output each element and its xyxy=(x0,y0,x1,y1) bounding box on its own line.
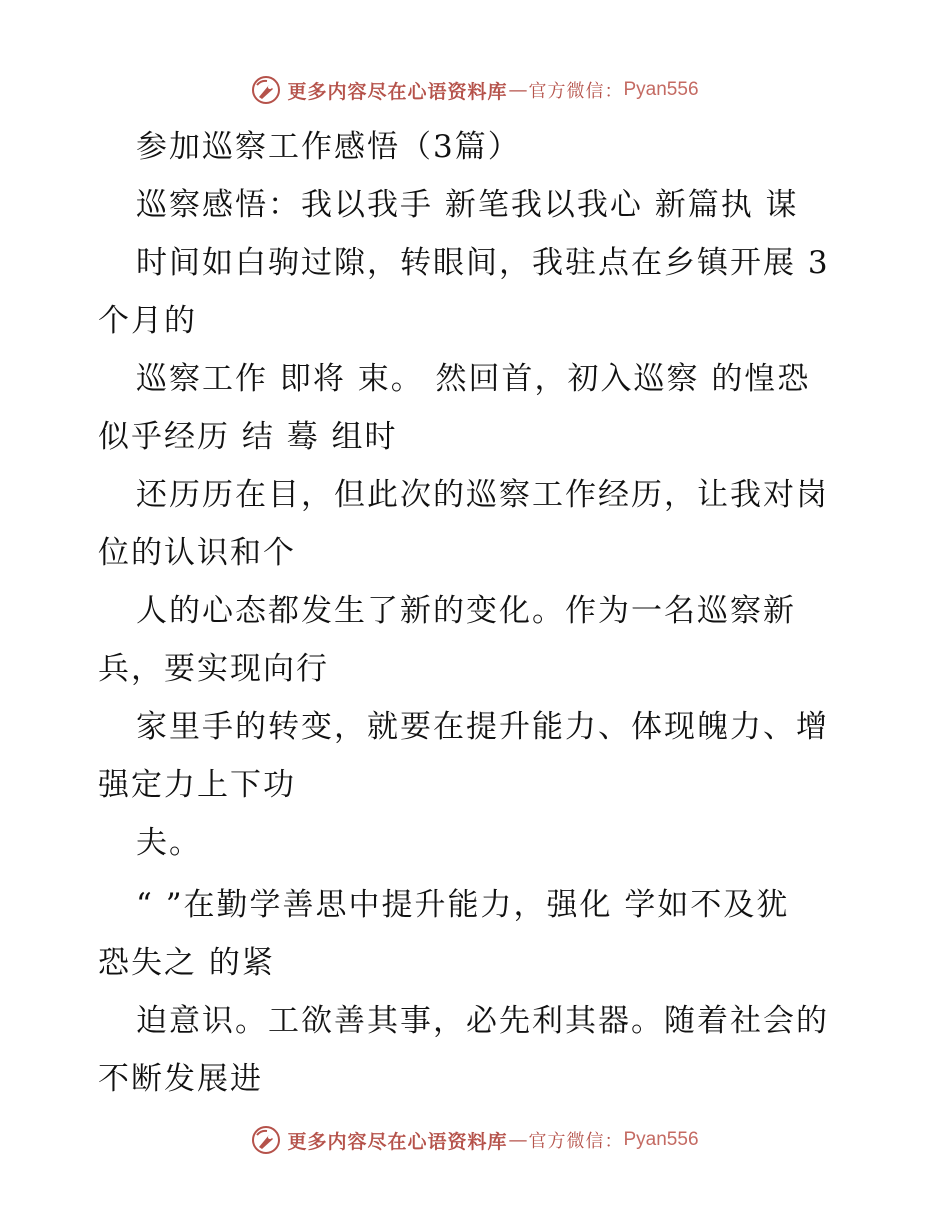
text-line: 兵，要实现向行 xyxy=(98,651,329,687)
header-banner xyxy=(0,72,950,108)
document-title: 参加巡察工作感悟（3篇） xyxy=(136,129,521,165)
text-line: “ ”在勤学善思中提升能力，强化 学如不及犹 xyxy=(136,887,790,923)
text-line: 迫意识。工欲善其事，必先利其器。随着社会的 xyxy=(136,1003,829,1039)
text-line: 巡察感悟：我以我手 新笔我以我心 新篇执 谋 xyxy=(136,187,799,223)
text-line: 夫。 xyxy=(136,825,202,861)
banner-wechat-label: 官方微信： xyxy=(528,1131,624,1152)
banner-wechat-id: Pyan556 xyxy=(623,1129,699,1150)
banner-brand-text: 更多内容尽在心语资料库 xyxy=(287,80,508,103)
text-line: 强定力上下功 xyxy=(98,767,296,803)
banner-dash: — xyxy=(508,1129,528,1151)
text-line: 家里手的转变，就要在提升能力、体现魄力、增 xyxy=(136,709,829,745)
banner-wechat-id: Pyan556 xyxy=(623,79,699,100)
text-line: 不断发展进 xyxy=(98,1061,263,1097)
text-line: 恐失之 的紧 xyxy=(98,945,275,981)
text-line: 似乎经历 结 蓦 组时 xyxy=(98,419,398,455)
pen-nib-logo-icon xyxy=(251,75,281,105)
text-line: 人的心态都发生了新的变化。作为一名巡察新 xyxy=(136,593,796,629)
banner-brand-text: 更多内容尽在心语资料库 xyxy=(287,1130,508,1153)
banner-wechat-label: 官方微信： xyxy=(528,81,624,102)
text-line: 还历历在目，但此次的巡察工作经历，让我对岗 xyxy=(136,477,829,513)
pen-nib-logo-icon xyxy=(251,1125,281,1155)
footer-banner xyxy=(0,1122,950,1158)
text-line: 位的认识和个 xyxy=(98,535,296,571)
text-line: 个月的 xyxy=(98,303,197,339)
banner-dash: — xyxy=(508,79,528,101)
text-line: 巡察工作 即将 束。 然回首，初入巡察 的惶恐 xyxy=(136,361,811,397)
text-line: 时间如白驹过隙，转眼间，我驻点在乡镇开展 3 xyxy=(136,245,830,281)
